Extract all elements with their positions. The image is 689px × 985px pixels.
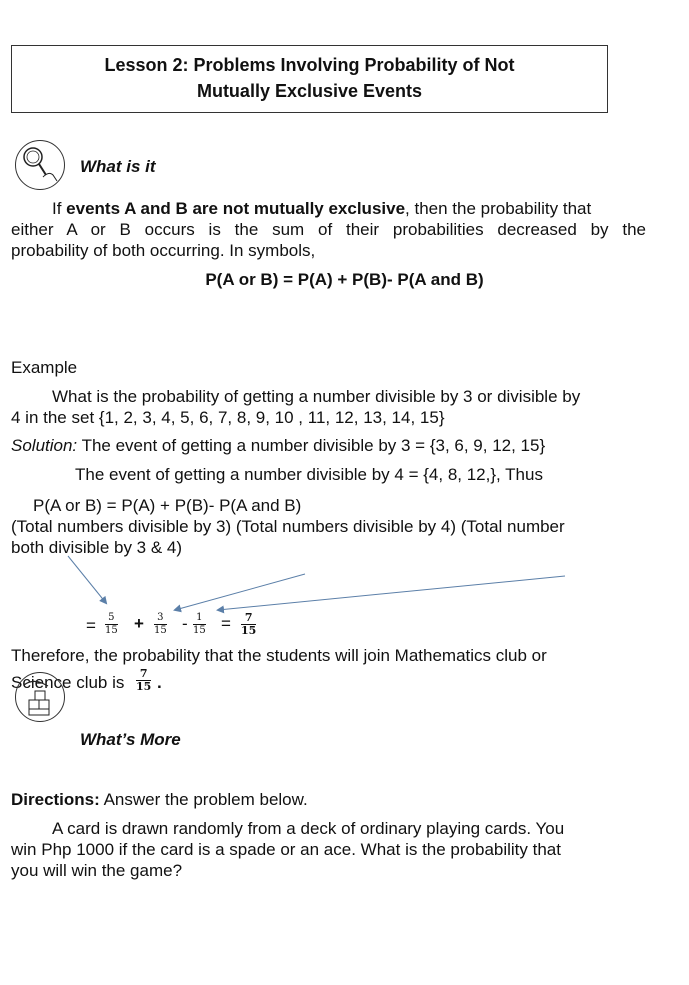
numerator: 7	[241, 612, 256, 625]
solution-label: Solution:	[11, 436, 78, 455]
text: If	[52, 199, 67, 218]
blocks-hand-icon	[15, 672, 65, 722]
fraction-5-15	[105, 612, 118, 637]
whats-more-heading: What’s More	[80, 730, 181, 749]
equals-sign: =	[86, 616, 96, 635]
denominator: 15	[154, 625, 167, 636]
example-question-line1: What is the probability of getting a number divisible by 3 or divisible by	[52, 387, 581, 406]
note-line1: (Total numbers divisible by 3) (Total numbers divisible by 4) (Total number	[11, 517, 565, 536]
text: Science club is	[11, 673, 125, 692]
text: , then the probability that	[405, 199, 592, 218]
directions-label: Directions:	[11, 790, 100, 809]
plus-sign: +	[134, 614, 144, 633]
bold-text: events A and B are not mutually exclusive	[66, 199, 406, 218]
what-is-it-heading: What is it	[80, 157, 156, 176]
equals-sign: =	[221, 614, 231, 633]
definition-line3: probability of both occurring. In symbols,	[11, 241, 316, 260]
numerator: 7	[136, 668, 151, 681]
denominator: 15	[136, 680, 152, 693]
conclusion-line1: Therefore, the probability that the students will join Mathematics club or	[11, 646, 547, 665]
example-question-line2: 4 in the set {1, 2, 3, 4, 5, 6, 7, 8, 9, 10 , 11, 12, 13, 14, 15}	[11, 408, 445, 427]
example-label: Example	[11, 358, 78, 377]
arrow-to-first-fraction	[68, 556, 106, 603]
problem-line1: A card is drawn randomly from a deck of ordinary playing cards. You	[52, 819, 565, 838]
formula: P(A or B) = P(A) + P(B)- P(A and B)	[205, 270, 484, 289]
text: The event of getting a number divisible by 3 = {3, 6, 9, 12, 15}	[77, 436, 546, 455]
numerator: 3	[154, 612, 167, 625]
answer-fraction	[136, 668, 151, 693]
denominator: 15	[241, 624, 257, 637]
fraction-1-15	[193, 612, 206, 637]
problem-line2: win Php 1000 if the card is a spade or an ace. What is the probability that	[11, 840, 561, 859]
arrow-to-third-fraction	[218, 576, 565, 610]
numerator: 1	[193, 612, 206, 625]
note-line2: both divisible by 3 & 4)	[11, 538, 183, 557]
text: Answer the problem below.	[99, 790, 308, 809]
fraction-3-15	[154, 612, 167, 637]
lesson-title-line2: Mutually Exclusive Events	[196, 81, 423, 101]
directions-line	[11, 790, 308, 810]
problem-line3: you will win the game?	[11, 861, 183, 880]
denominator: 15	[193, 625, 206, 636]
period: .	[157, 673, 162, 692]
lesson-title-line1: Lesson 2: Problems Involving Probability of Not	[104, 55, 515, 75]
example-formula: P(A or B) = P(A) + P(B)- P(A and B)	[33, 496, 302, 515]
numerator: 5	[105, 612, 118, 625]
arrow-to-second-fraction	[175, 574, 305, 610]
fraction-7-15	[241, 612, 256, 637]
definition-line2: either A or B occurs is the sum of their probabilities decreased by the	[11, 220, 646, 239]
event-divisible-by-4: The event of getting a number divisible by 4 = {4, 8, 12,}, Thus	[75, 465, 543, 484]
minus-sign: -	[182, 614, 188, 633]
denominator: 15	[105, 625, 118, 636]
